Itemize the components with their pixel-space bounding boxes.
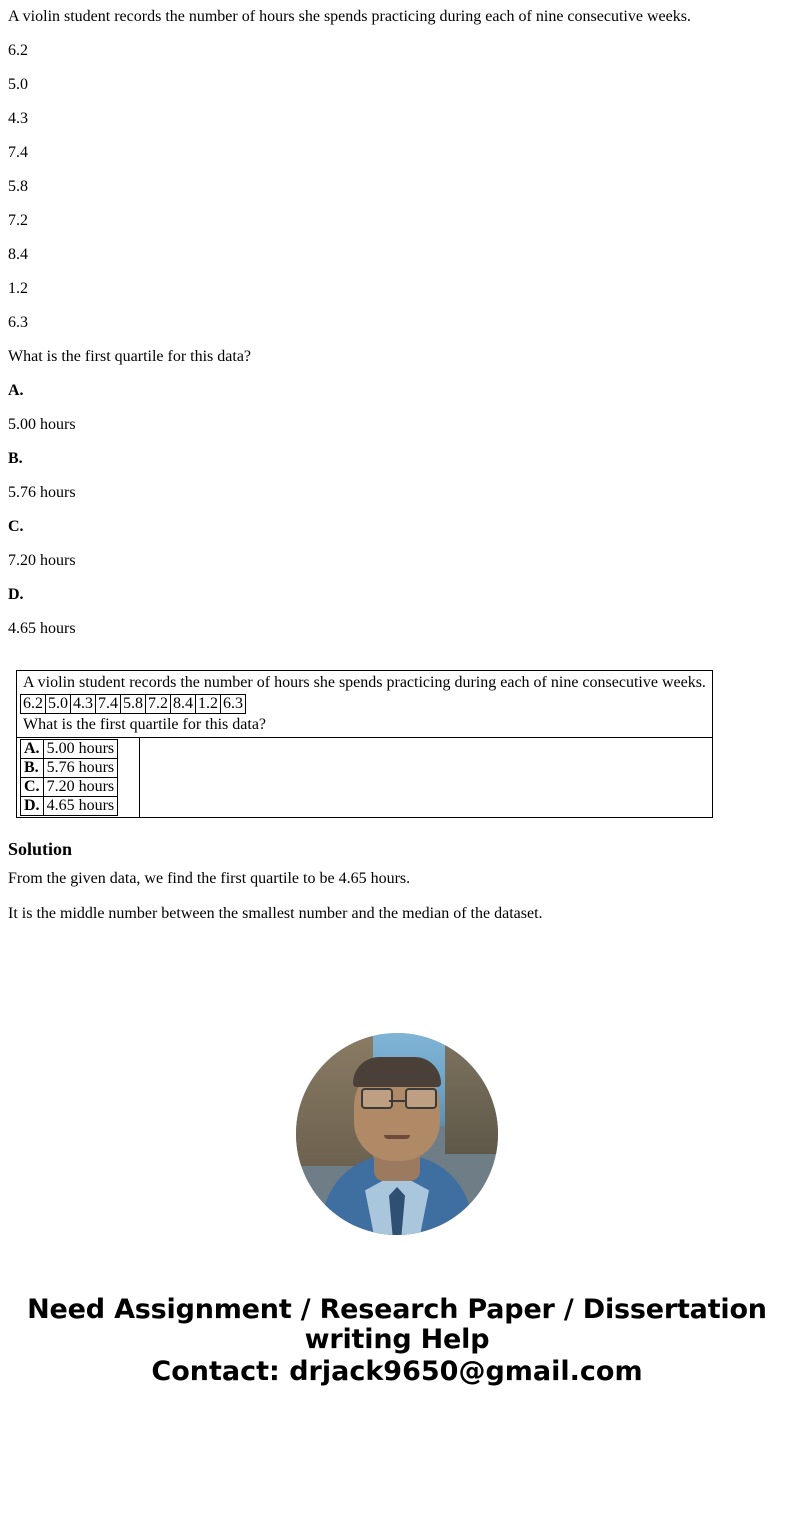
data-value-3: 4.3 (8, 110, 28, 127)
data-cell: 7.2 (146, 695, 171, 714)
choice-letter-a: A. (8, 382, 24, 399)
solution-line-1: From the given data, we find the first quartile to be 4.65 hours. (8, 869, 411, 887)
data-value-2: 5.0 (8, 76, 28, 93)
promo-contact: Contact: drjack9650@gmail.com (151, 1356, 643, 1388)
choices-empty-cell (139, 738, 712, 818)
choice-letter-b-cell: B. (21, 759, 44, 778)
choice-text-c: 7.20 hours (8, 552, 76, 569)
choice-text-b: 5.76 hours (8, 484, 76, 501)
glasses-left-icon (361, 1088, 393, 1109)
data-cell: 5.0 (46, 695, 71, 714)
table-ask-text: What is the first quartile for this data? (23, 716, 267, 733)
choice-letter-b: B. (8, 450, 23, 467)
avatar-wrapper (8, 1033, 786, 1235)
choice-letter-a-cell: A. (21, 740, 44, 759)
data-values-table (20, 694, 246, 714)
table-row (17, 671, 713, 738)
data-value-4: 7.4 (8, 144, 28, 161)
choice-text-d-cell: 4.65 hours (43, 797, 118, 816)
avatar-mouth (384, 1135, 410, 1139)
data-value-6: 7.2 (8, 212, 28, 229)
promo-section (8, 1033, 786, 1388)
choice-text-a-cell: 5.00 hours (43, 740, 118, 759)
data-value-7: 8.4 (8, 246, 28, 263)
data-value-1: 6.2 (8, 42, 28, 59)
data-value-9: 6.3 (8, 314, 28, 331)
choice-text-c-cell: 7.20 hours (43, 778, 118, 797)
choices-table (20, 739, 118, 816)
choice-letter-c-cell: C. (21, 778, 44, 797)
glasses-right-icon (405, 1088, 437, 1109)
choice-letter-d: D. (8, 586, 24, 603)
data-cell: 6.3 (221, 695, 246, 714)
choices-cell (17, 738, 140, 818)
data-cell: 7.4 (96, 695, 121, 714)
data-cell: 6.2 (21, 695, 46, 714)
question-ask: What is the first quartile for this data? (8, 348, 252, 365)
question-prompt: A violin student records the number of hours she spends practicing during each of nine consecutive weeks. (8, 8, 691, 25)
choice-row-c[interactable] (21, 778, 118, 797)
question-stack (8, 8, 786, 654)
glasses-bridge-icon (389, 1100, 405, 1102)
table-prompt-text: A violin student records the number of hours she spends practicing during each of nine consecutive weeks. (23, 674, 706, 691)
choice-row-b[interactable] (21, 759, 118, 778)
solution-line-2: It is the middle number between the smallest number and the median of the dataset. (8, 905, 543, 923)
table-prompt-cell (17, 671, 713, 738)
question-table (16, 670, 713, 818)
data-cell: 1.2 (196, 695, 221, 714)
choice-letter-d-cell: D. (21, 797, 44, 816)
choice-text-b-cell: 5.76 hours (43, 759, 118, 778)
data-value-5: 5.8 (8, 178, 28, 195)
avatar (296, 1033, 498, 1235)
data-cell: 5.8 (121, 695, 146, 714)
choice-text-a: 5.00 hours (8, 416, 76, 433)
promo-headline-line1: Need Assignment / Research Paper / Dissertation (27, 1293, 767, 1325)
promo-headline (8, 1295, 786, 1355)
table-row (17, 738, 713, 818)
data-cell: 4.3 (71, 695, 96, 714)
avatar-wall-right (445, 1033, 498, 1154)
promo-headline-line2: writing Help (304, 1324, 490, 1356)
solution-heading: Solution (8, 839, 73, 859)
data-cell: 8.4 (171, 695, 196, 714)
choice-row-d[interactable] (21, 797, 118, 816)
table-row (21, 695, 246, 714)
choice-text-d: 4.65 hours (8, 620, 76, 637)
data-value-8: 1.2 (8, 280, 28, 297)
choice-letter-c: C. (8, 518, 24, 535)
choice-row-a[interactable] (21, 740, 118, 759)
avatar-hair (353, 1057, 441, 1087)
